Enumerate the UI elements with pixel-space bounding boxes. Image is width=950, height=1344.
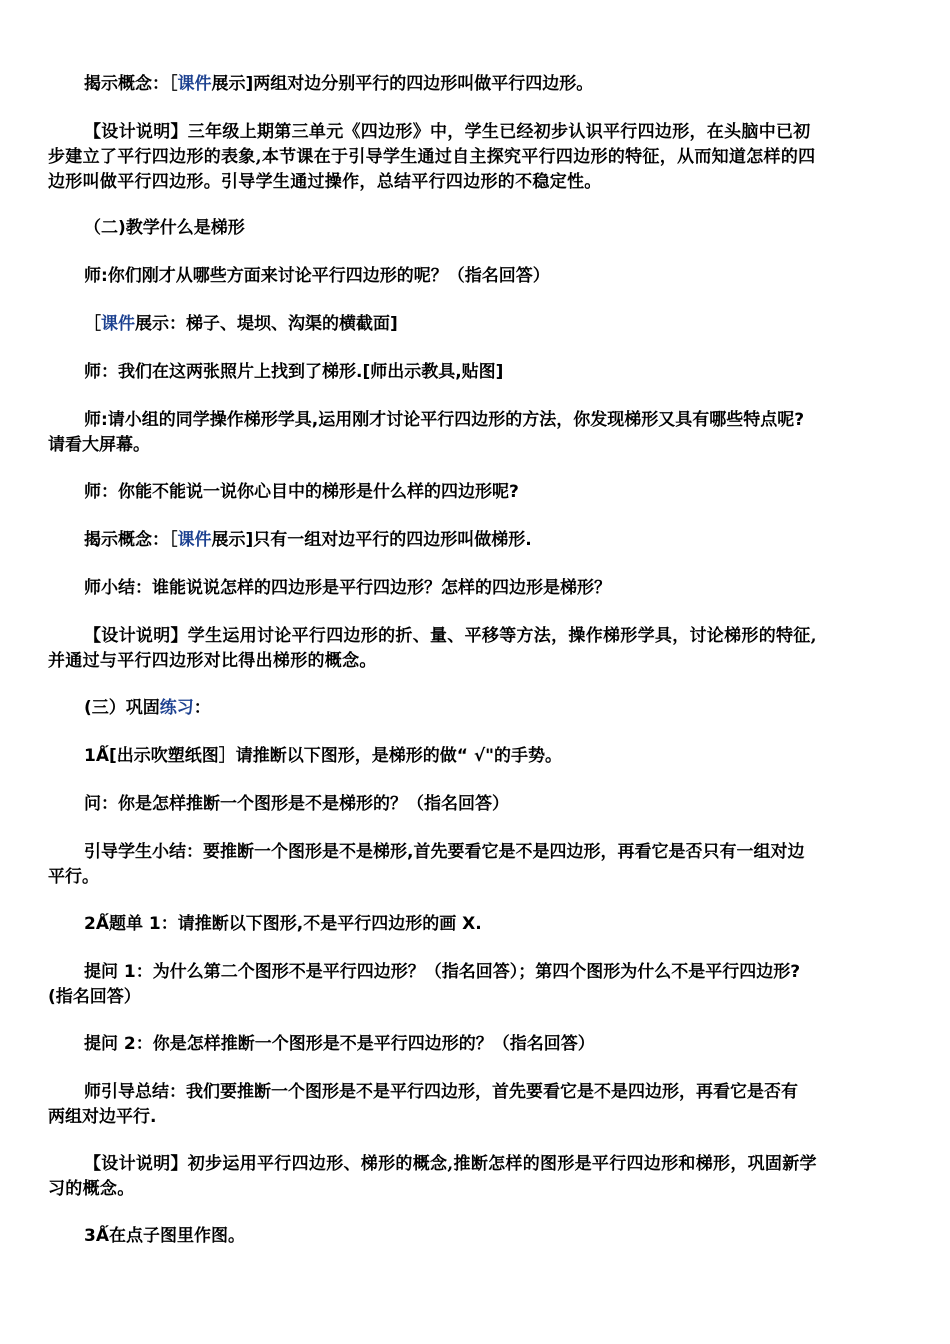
question-how-judge-trapezoid: 问：你是怎样推断一个图形是不是梯形的？（指名回答） (84, 794, 509, 814)
design-note-1: 【设计说明】三年级上期第三单元《四边形》中，学生已经初步认识平行四边形，在头脑中已初 步建立了平行四边形的表象,本节课在于引导学生通过自主探究平行四边形的特征，从而知道怎样的四 边形叫做平行四边形。引导学生通过操作，总结平行四边形的不稳定性。 (48, 122, 816, 192)
section-heading-practice: (三）巩固练习： (84, 698, 211, 718)
teacher-question-2: 师：你能不能说一说你心目中的梯形是什么样的四边形呢? (84, 482, 519, 502)
teacher-statement-photos: 师：我们在这两张照片上找到了梯形.[师出示教具,贴图] (84, 362, 504, 382)
courseware-display-2: ［课件展示：梯子、堤坝、沟渠的横截面] (84, 314, 398, 334)
exercise-3: 3Ǻ在点子图里作图。 (84, 1226, 245, 1246)
exercise-2: 2Ǻ题单 1：请推断以下图形,不是平行四边形的画 X. (84, 914, 482, 934)
design-note-2: 【设计说明】学生运用讨论平行四边形的折、量、平移等方法，操作梯形学具，讨论梯形的特征, 并通过与平行四边形对比得出梯形的概念。 (48, 626, 817, 671)
section-heading-trapezoid: （二)教学什么是梯形 (84, 218, 245, 238)
question-1: 提问 1：为什么第二个图形不是平行四边形？（指名回答）；第四个图形为什么不是平行四边形? (指名回答） (48, 962, 801, 1007)
design-note-3: 【设计说明】初步运用平行四边形、梯形的概念,推断怎样的图形是平行四边形和梯形，巩固新学 习的概念。 (48, 1154, 817, 1199)
paragraph-reveal-concept-parallelogram: 揭示概念：［课件展示]两组对边分别平行的四边形叫做平行四边形。 (84, 74, 594, 94)
teacher-guide-summary: 师引导总结：我们要推断一个图形是不是平行四边形，首先要看它是不是四边形，再看它是否有 两组对边平行. (48, 1082, 798, 1127)
teacher-question-1: 师:你们刚才从哪些方面来讨论平行四边形的呢？（指名回答） (84, 266, 550, 286)
question-2: 提问 2：你是怎样推断一个图形是不是平行四边形的？（指名回答） (84, 1034, 595, 1054)
paragraph-reveal-concept-trapezoid: 揭示概念：［课件展示]只有一组对边平行的四边形叫做梯形. (84, 530, 532, 550)
teacher-summary: 师小结：谁能说说怎样的四边形是平行四边形？怎样的四边形是梯形？ (84, 578, 611, 598)
guide-student-summary: 引导学生小结：要推断一个图形是不是梯形,首先要看它是不是四边形，再看它是否只有一组对边 平行。 (48, 842, 805, 887)
teacher-instruction-group: 师:请小组的同学操作梯形学具,运用刚才讨论平行四边形的方法，你发现梯形又具有哪些特点呢? 请看大屏幕。 (48, 410, 805, 455)
exercise-1: 1Ǻ[出示吹塑纸图］请推断以下图形，是梯形的做“ √"的手势。 (84, 746, 563, 766)
